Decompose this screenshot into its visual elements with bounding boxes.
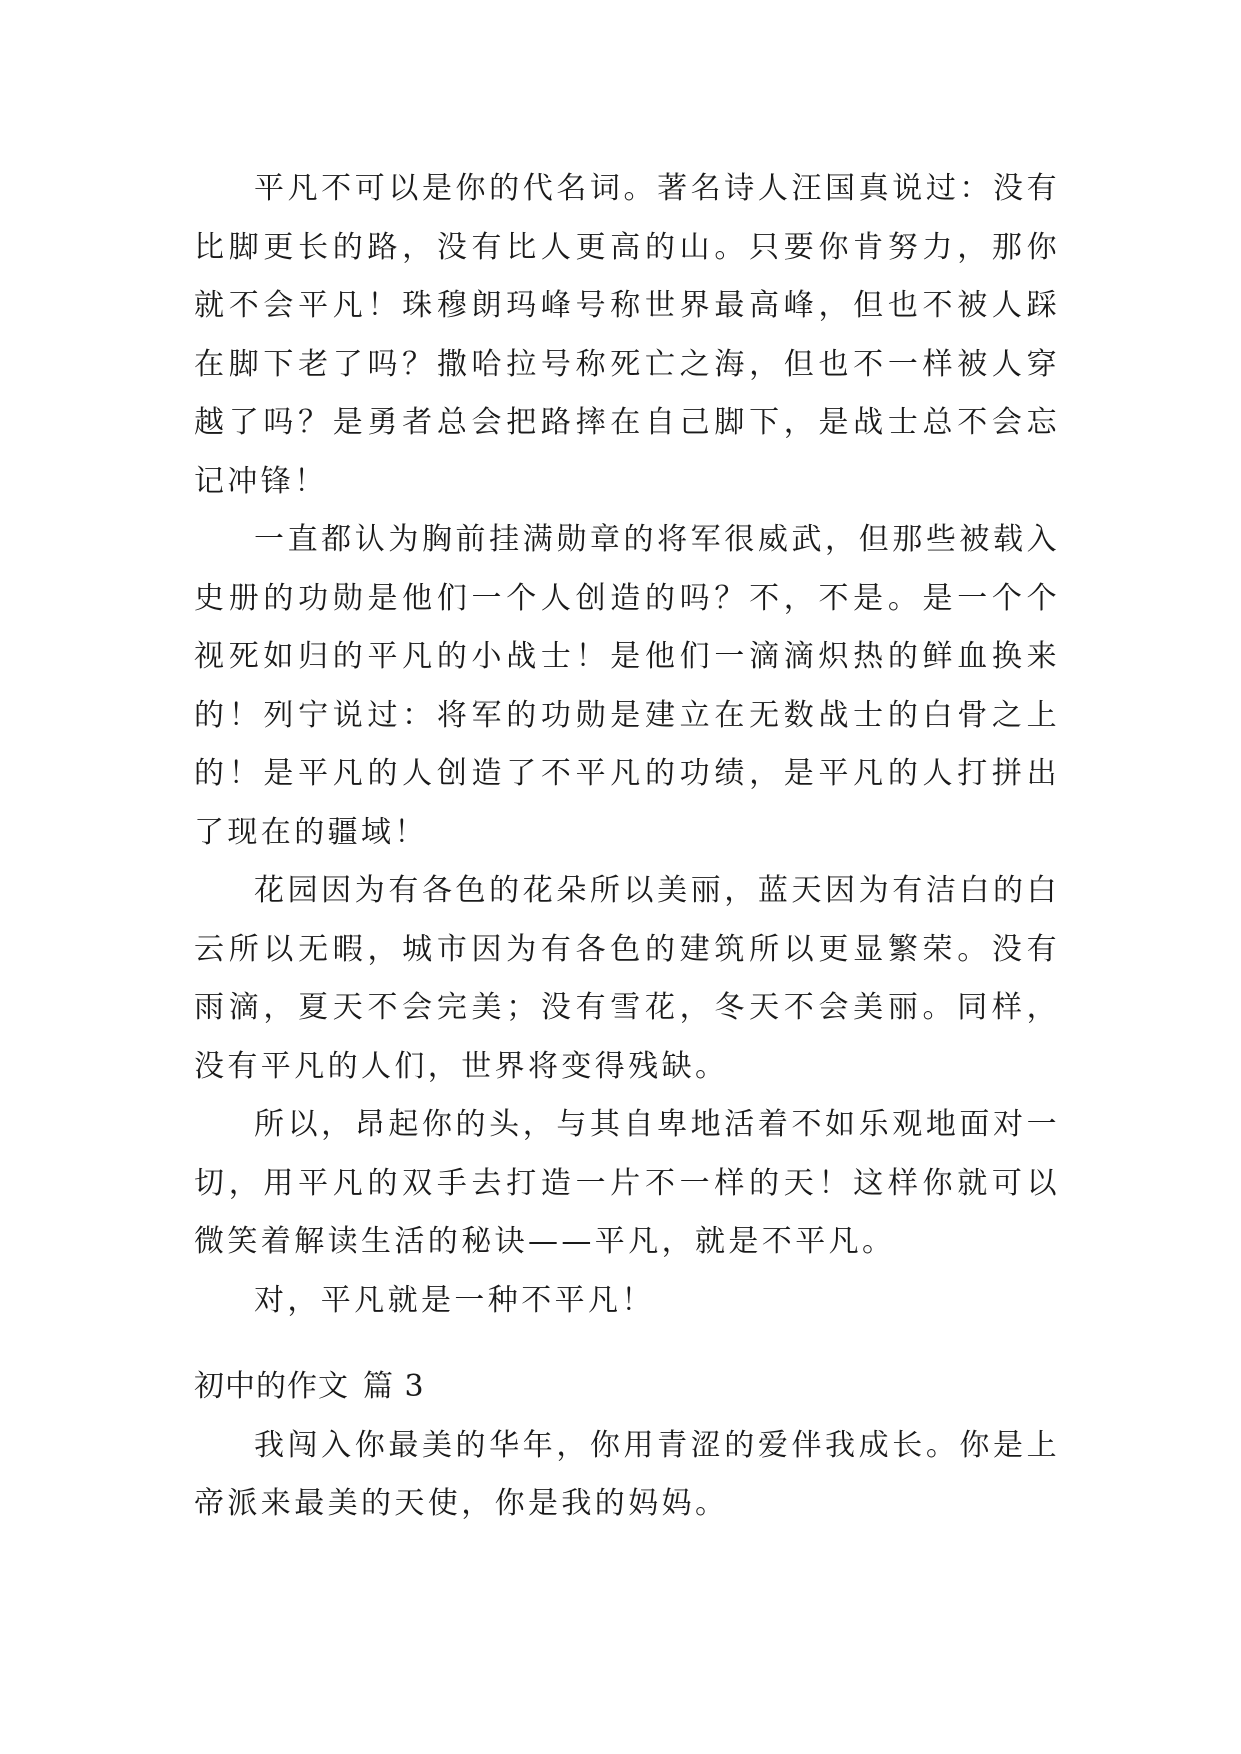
paragraph: 一直都认为胸前挂满勋章的将军很威武，但那些被载入史册的功勋是他们一个人创造的吗？不，不是。是一个个视死如归的平凡的小战士！是他们一滴滴炽热的鲜血换来的！列宁说过：将军的功勋是建立在无数战士的白骨之上的！是平凡的人创造了不平凡的功绩，是平凡的人打拼出了现在的疆域！ — [194, 522, 1060, 850]
paragraph: 所以，昂起你的头，与其自卑地活着不如乐观地面对一切，用平凡的双手去打造一片不一样的天！这样你就可以微笑着解读生活的秘诀——平凡，就是不平凡。 — [194, 1107, 1060, 1259]
section-heading-number: 篇 3 — [363, 1369, 425, 1404]
paragraph: 平凡不可以是你的代名词。著名诗人汪国真说过：没有比脚更长的路，没有比人更高的山。只要你肯努力，那你就不会平凡！珠穆朗玛峰号称世界最高峰，但也不被人踩在脚下老了吗？撒哈拉号称死亡之海，但也不一样被人穿越了吗？是勇者总会把路摔在自己脚下，是战士总不会忘记冲锋！ — [194, 171, 1060, 499]
paragraph: 对，平凡就是一种不平凡！ — [254, 1282, 655, 1318]
section-heading-title: 初中的作文 — [194, 1369, 349, 1404]
section-heading — [194, 1358, 1060, 1417]
paragraph: 花园因为有各色的花朵所以美丽，蓝天因为有洁白的白云所以无暇，城市因为有各色的建筑所以更显繁荣。没有雨滴，夏天不会完美；没有雪花，冬天不会美丽。同样，没有平凡的人们，世界将变得残缺。 — [194, 873, 1060, 1084]
paragraph: 我闯入你最美的华年，你用青涩的爱伴我成长。你是上帝派来最美的天使，你是我的妈妈。 — [194, 1427, 1060, 1521]
document-body — [194, 160, 1060, 1534]
